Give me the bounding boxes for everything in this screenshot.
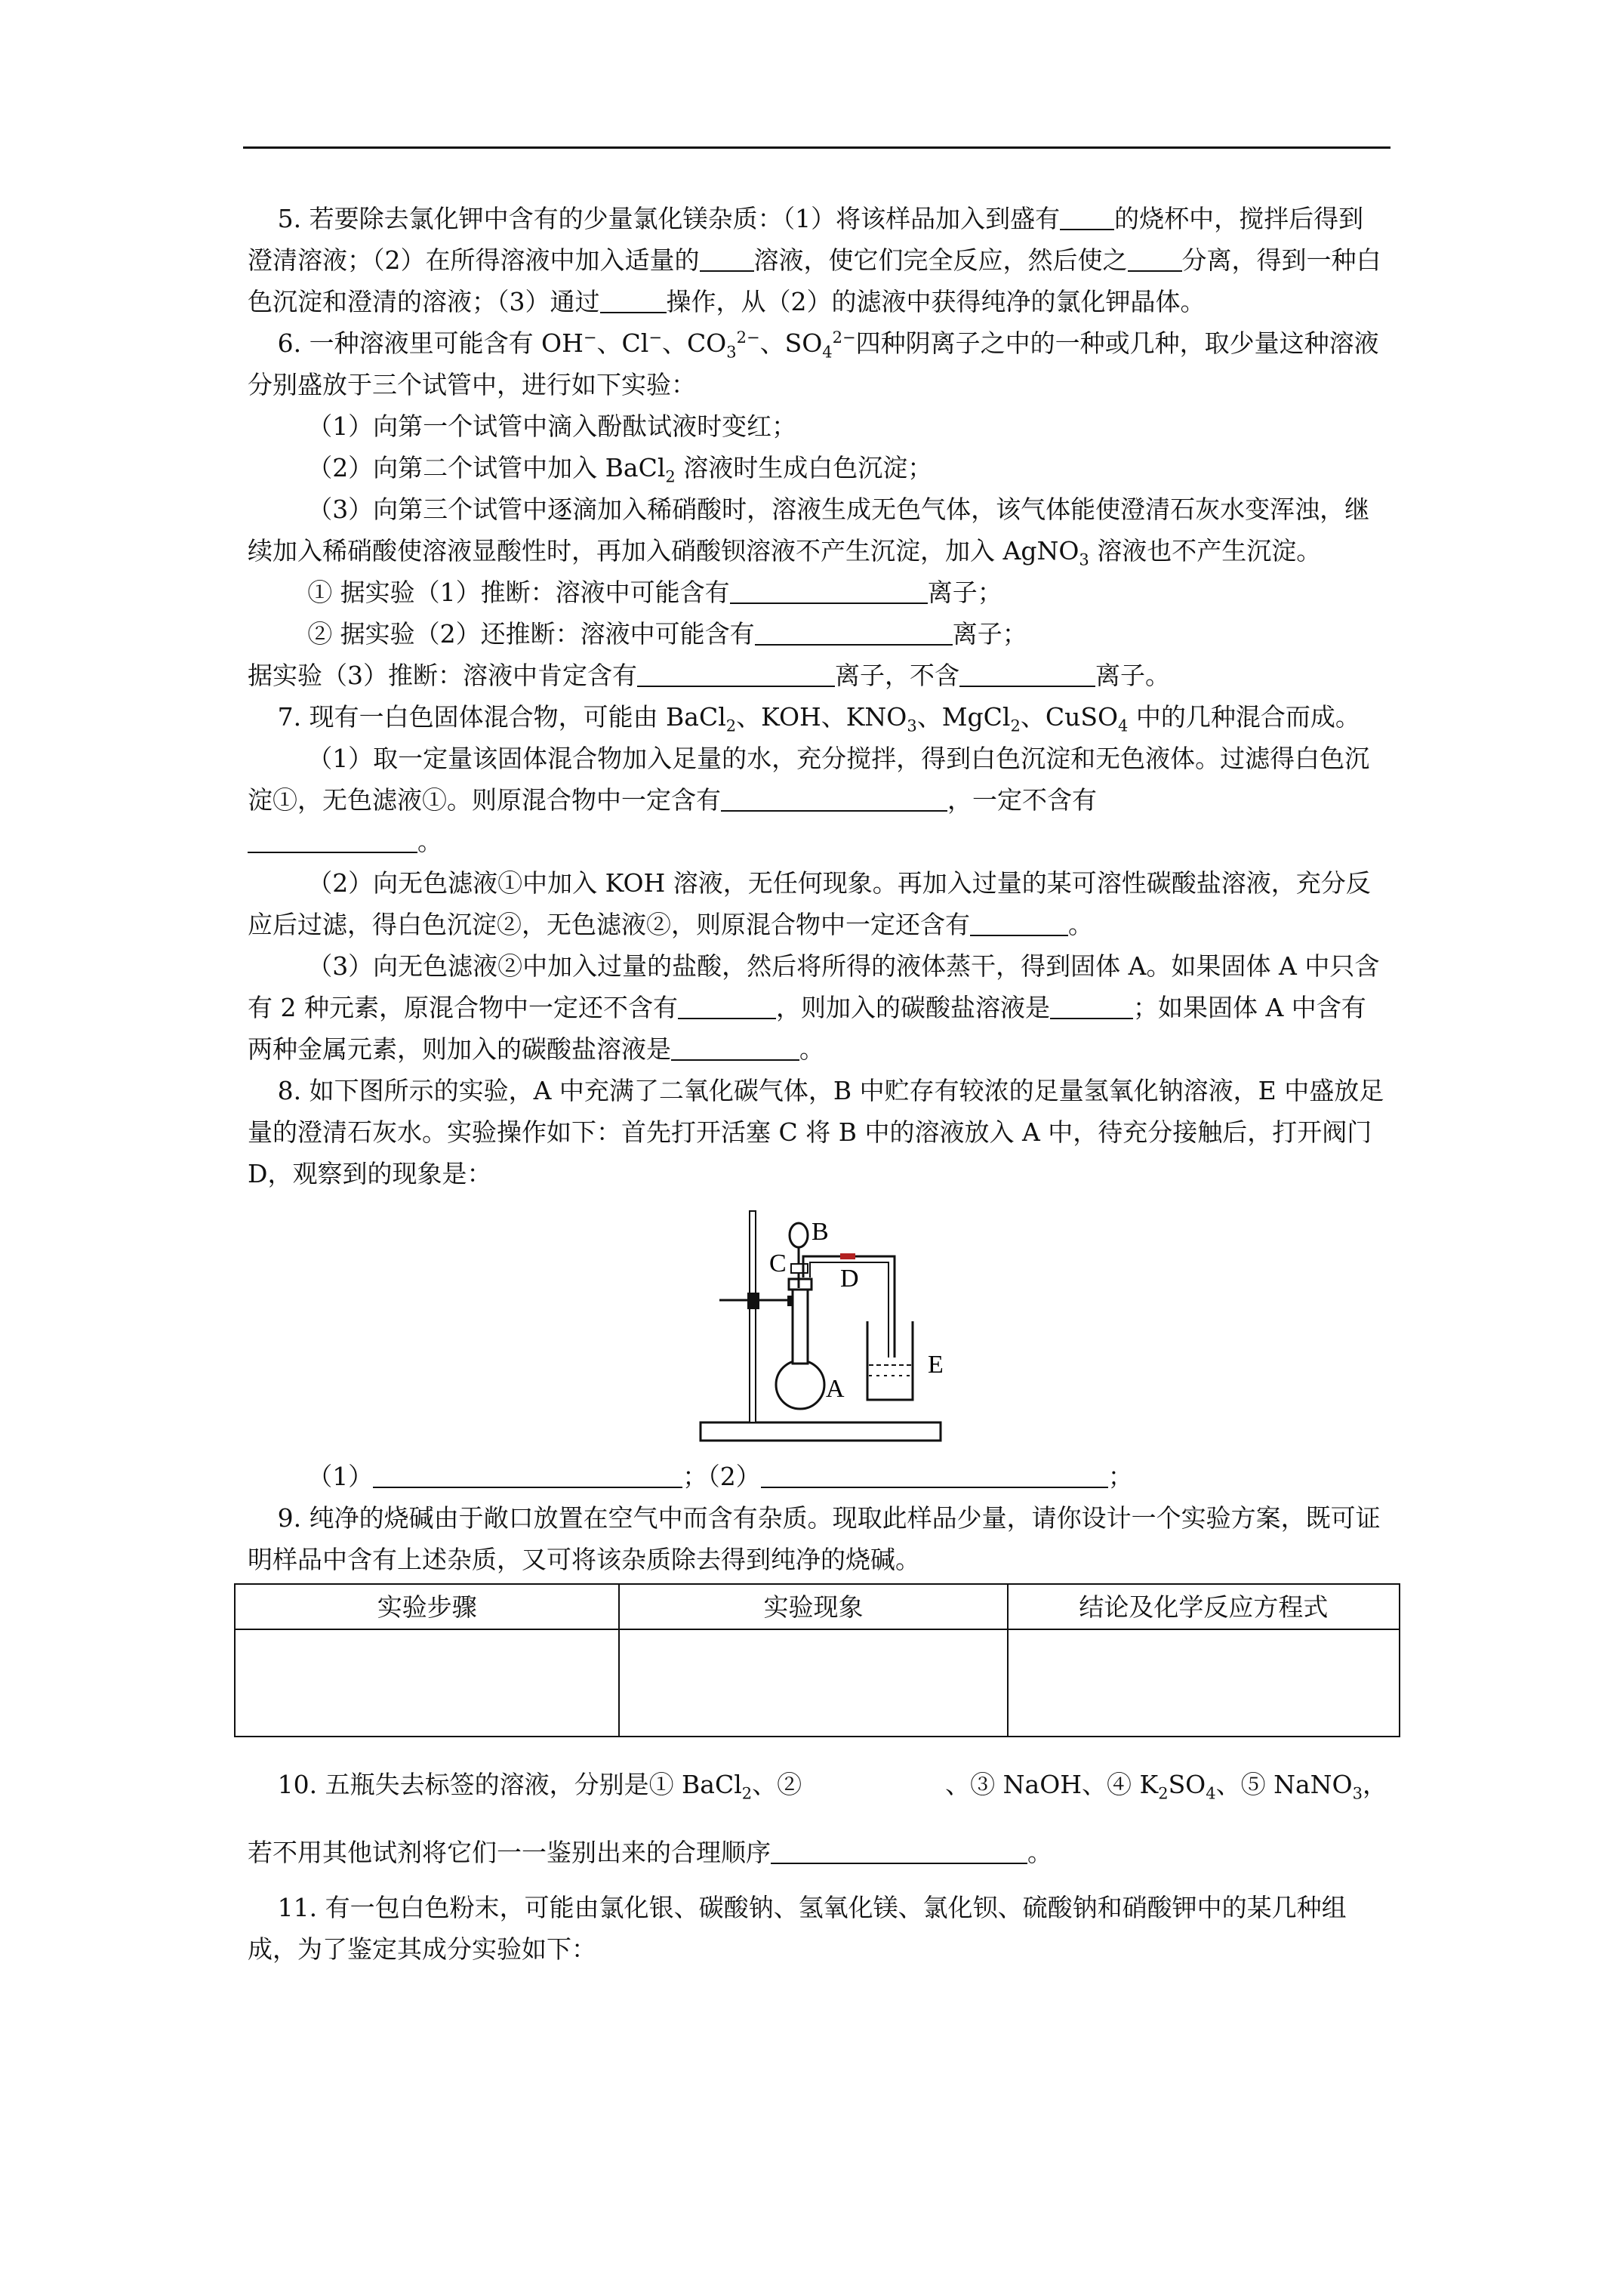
answer-blank[interactable] — [721, 784, 947, 812]
table-cell-phenomena[interactable] — [619, 1629, 1007, 1737]
separatory-funnel-b — [790, 1223, 808, 1247]
answer-blank[interactable] — [959, 660, 1095, 687]
valve-d — [840, 1253, 855, 1259]
table-header-cell: 实验步骤 — [235, 1584, 619, 1629]
answer-blank[interactable] — [678, 992, 776, 1019]
label-e: E — [928, 1351, 944, 1379]
flask-neck — [793, 1282, 808, 1364]
table-row — [235, 1629, 1400, 1737]
answer-blank[interactable] — [1050, 992, 1133, 1019]
stopcock-c — [791, 1264, 808, 1273]
label-c: C — [769, 1250, 787, 1277]
question-6-deduction-1: ① 据实验（1）推断：溶液中可能含有 离子； — [307, 578, 1002, 607]
stand-base — [701, 1422, 941, 1441]
answer-blank[interactable] — [637, 660, 835, 687]
question-7-intro: 7. 现有一白色固体混合物，可能由 BaCl$_2$、KOH、$KNO_3$、MgCl$_2$、CuSO$_4$ 中的几种混合而成。 — [277, 702, 1360, 735]
question-8-answers: （1） ；（2） ； — [307, 1462, 1133, 1491]
answer-blank[interactable] — [755, 618, 953, 646]
answer-blank[interactable] — [671, 1034, 799, 1061]
stopper — [789, 1279, 812, 1290]
apparatus-diagram — [674, 1199, 991, 1448]
label-d: D — [840, 1265, 859, 1293]
answer-blank[interactable] — [600, 286, 667, 313]
question-6-intro: 6. 一种溶液里可能含有 OH−、Cl−、$CO_3^{2-}$、$SO_4^{2-}$四种阴离子之中的一种或几种，取少量这种溶液分别盛放于三个试管中，进行如下实验： — [248, 328, 1379, 399]
header-rule — [243, 146, 1390, 149]
table-header-cell: 实验现象 — [619, 1584, 1007, 1629]
question-9: 9. 纯净的烧碱由于敞口放置在空气中而含有杂质。现取此样品少量，请你设计一个实验方案，既可证明样品中含有上述杂质，又可将该杂质除去得到纯净的烧碱。 — [248, 1503, 1381, 1574]
question-10: 10. 五瓶失去标签的溶液，分别是① BaCl$_2$、② 、③ NaOH、④ $K_2SO_4$、⑤ NaNO$_3$，若不用其他试剂将它们一一鉴别出来的合理顺序 。 — [248, 1770, 1387, 1867]
question-7-part-2: （2）向无色滤液①中加入 KOH 溶液，无任何现象。再加入过量的某可溶性碳酸盐溶液，充分反应后过滤，得白色沉淀②，无色滤液②，则原混合物中一定还含有 。 — [248, 868, 1371, 939]
table-cell-steps[interactable] — [235, 1629, 619, 1737]
question-8: 8. 如下图所示的实验，A 中充满了二氧化碳气体，B 中贮存有较浓的足量氢氧化钠溶液，E 中盛放足量的澄清石灰水。实验操作如下：首先打开活塞 C 将 B 中的溶液放入 A 中，待充分接触后，打开阀门 D，观察到的现象是： — [248, 1076, 1384, 1188]
answer-blank[interactable] — [761, 1461, 1108, 1488]
answer-blank[interactable] — [373, 1461, 682, 1488]
answer-blank[interactable] — [1128, 245, 1182, 272]
answer-blank[interactable] — [970, 909, 1068, 936]
question-6-deduction-2: ② 据实验（2）还推断：溶液中可能含有 离子； — [307, 619, 1027, 649]
answer-blank[interactable] — [730, 577, 928, 604]
question-6-experiment-1: （1）向第一个试管中滴入酚酞试液时变红； — [307, 411, 797, 441]
answer-blank[interactable] — [248, 826, 417, 853]
clamp-boss — [747, 1293, 759, 1309]
question-7-part-3: （3）向无色滤液②中加入过量的盐酸，然后将所得的液体蒸干，得到固体 A。如果固体 A 中只含有 2 种元素，原混合物中一定还不含有 ，则加入的碳酸盐溶液是 ；如果固体 A 中含有两种金属元素，则加入的碳酸盐溶液是 。 — [248, 951, 1380, 1064]
beaker-e — [867, 1321, 913, 1400]
question-11: 11. 有一包白色粉末，可能由氯化银、碳酸钠、氢氧化镁、氯化钡、硫酸钠和硝酸钾中的某几种组成，为了鉴定其成分实验如下： — [248, 1893, 1347, 1964]
worksheet-content — [248, 198, 1387, 1970]
apparatus-figure — [248, 1199, 1387, 1448]
label-b: B — [812, 1218, 829, 1246]
question-6-experiment-3: （3）向第三个试管中逐滴加入稀硝酸时，溶液生成无色气体，该气体能使澄清石灰水变浑浊，继续加入稀硝酸使溶液显酸性时，再加入硝酸钡溶液不产生沉淀，加入 AgNO$_3$ 溶液也不产生沉淀。 — [248, 495, 1370, 569]
stand-rod — [750, 1211, 756, 1422]
label-a: A — [826, 1375, 845, 1403]
table-header-row — [235, 1584, 1400, 1629]
table-header-cell: 结论及化学反应方程式 — [1008, 1584, 1400, 1629]
answer-blank[interactable] — [1060, 203, 1114, 230]
question-6-experiment-2: （2）向第二个试管中加入 BaCl$_2$ 溶液时生成白色沉淀； — [307, 453, 933, 486]
table-cell-conclusion[interactable] — [1008, 1629, 1400, 1737]
question-5: 5. 若要除去氯化钾中含有的少量氯化镁杂质：（1）将该样品加入到盛有 的烧杯中，搅拌后得到澄清溶液；（2）在所得溶液中加入适量的 溶液，使它们完全反应，然后使之 分离，得到一种白色沉淀和澄清的溶液；（3）通过 操作，从（2）的滤液中获得纯净的氯化钾晶体。 — [248, 204, 1381, 316]
question-6-deduction-3: 据实验（3）推断：溶液中肯定含有 离子，不含 离子。 — [248, 661, 1170, 690]
question-7-part-1: （1）取一定量该固体混合物加入足量的水，充分搅拌，得到白色沉淀和无色液体。过滤得白色沉淀①，无色滤液①。则原混合物中一定含有 ，一定不含有 。 — [248, 744, 1370, 856]
flask-a — [776, 1361, 824, 1409]
experiment-table — [234, 1583, 1400, 1737]
answer-blank[interactable] — [700, 245, 754, 272]
answer-blank[interactable] — [771, 1837, 1027, 1864]
